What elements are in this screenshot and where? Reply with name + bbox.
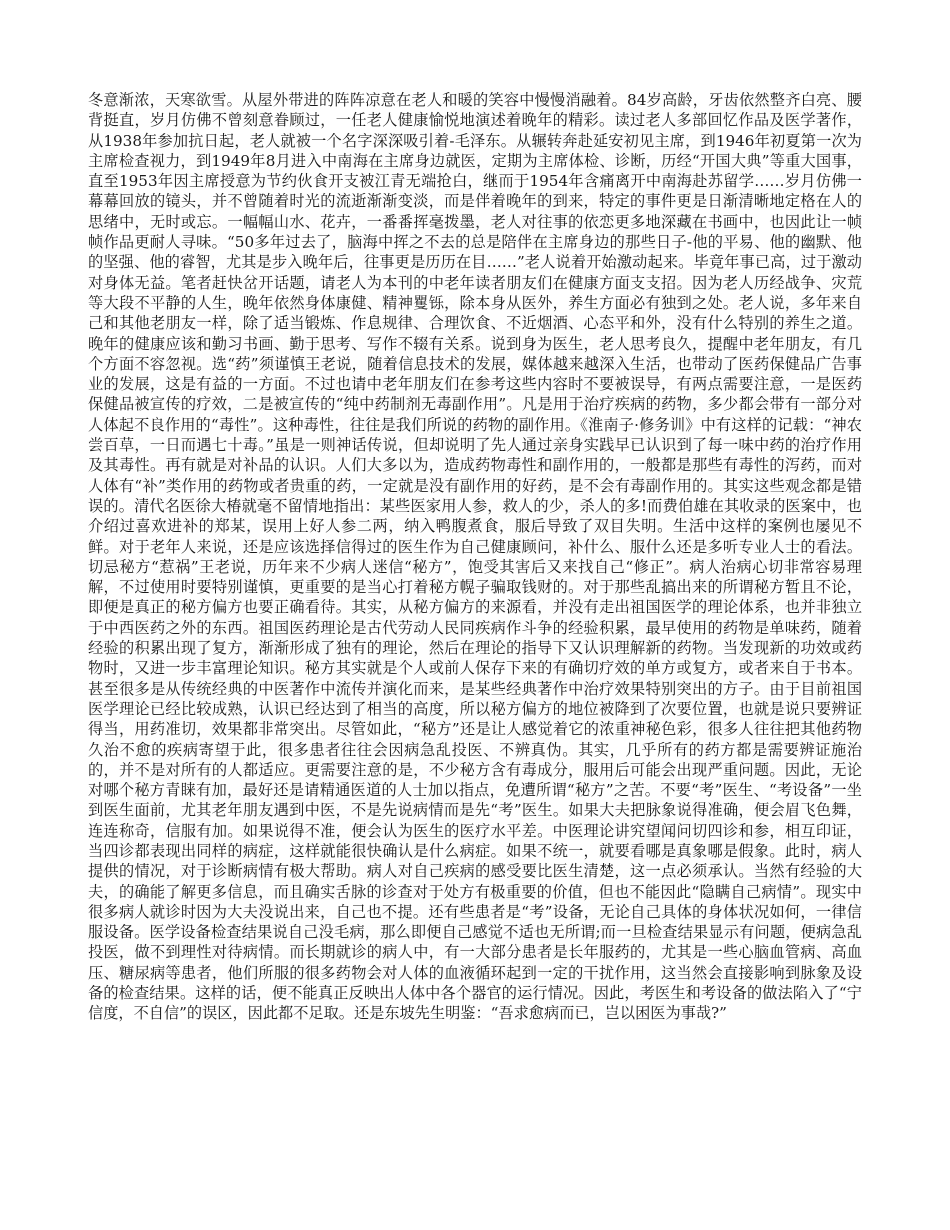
document-page — [88, 90, 862, 1024]
article-body: 冬意渐浓，天寒欲雪。从屋外带进的阵阵凉意在老人和暖的笑容中慢慢消融着。84岁高龄，牙齿依然整齐白亮、腰背挺直，岁月仿佛不曾刻意眷顾过，一任老人健康愉悦地演述着晚年的精彩。读过老人多部回忆作品及医学著作，从1938年参加抗日起，老人就被一个名字深深吸引着-毛泽东。从辗转奔赴延安初见主席，到1946年初夏第一次为主席检查视力，到1949年8月进入中南海在主席身边就医，定期为主席体检、诊断，历经“开国大典”等重大国事，直至1953年因主席授意为节约伙食开支被江青无端抢白，继而于1954年含痛离开中南海赴苏留学……岁月仿佛一幕幕回放的镜头，并不曾随着时光的流逝渐渐变淡，而是伴着晚年的到来，特定的事件更是日渐清晰地定格在人的思绪中，无时或忘。一幅幅山水、花卉，一番番挥毫拨墨，老人对往事的依恋更多地深藏在书画中，也因此让一帧帧作品更耐人寻味。“50多年过去了，脑海中挥之不去的总是陪伴在主席身边的那些日子-他的平易、他的幽默、他的坚强、他的睿智，尤其是步入晚年后，往事更是历历在目……”老人说着开始激动起来。毕竟年事已高，过于激动对身体无益。笔者赶快岔开话题，请老人为本刊的中老年读者朋友们在健康方面支支招。因为老人历经战争、灾荒等大段不平静的人生，晚年依然身体康健、精神矍铄，除本身从医外，养生方面必有独到之处。老人说，多年来自己和其他老朋友一样，除了适当锻炼、作息规律、合理饮食、不近烟酒、心态平和外，没有什么特别的养生之道。晚年的健康应该和勤习书画、勤于思考、写作不辍有关系。说到身为医生，老人思考良久，提醒中老年朋友，有几个方面不容忽视。选“药”须谨慎王老说，随着信息技术的发展，媒体越来越深入生活，也带动了医药保健品广告事业的发展，这是有益的一方面。不过也请中老年朋友们在参考这些内容时不要被误导，有两点需要注意，一是医药保健品被宣传的疗效，二是被宣传的“纯中药制剂无毒副作用”。凡是用于治疗疾病的药物，多少都会带有一部分对人体起不良作用的“毒性”。这种毒性，往往是我们所说的药物的副作用。《淮南子·修务训》中有这样的记载：“神农尝百草，一日而遇七十毒。”虽是一则神话传说，但却说明了先人通过亲身实践早已认识到了每一味中药的治疗作用及其毒性。再有就是对补品的认识。人们大多以为，造成药物毒性和副作用的，一般都是那些有毒性的泻药，而对人体有“补”类作用的药物或者贵重的药，一定就是没有副作用的好药，是不会有毒副作用的。其实这些观念都是错误的。清代名医徐大椿就毫不留情地指出：某些医家用人参，救人的少，杀人的多!而费伯雄在其收录的医案中，也介绍过喜欢进补的郑某，误用上好人参二两，纳入鸭腹煮食，服后导致了双目失明。生活中这样的案例也屡见不鲜。对于老年人来说，还是应该选择信得过的医生作为自己健康顾问，补什么、服什么还是多听专业人士的看法。切忌秘方“惹祸”王老说，历年来不少病人迷信“秘方”，饱受其害后又来找自己“修正”。病人治病心切非常容易理解，不过使用时要特别谨慎，更重要的是当心打着秘方幌子骗取钱财的。对于那些乱搞出来的所谓秘方暂且不论，即便是真正的秘方偏方也要正确看待。其实，从秘方偏方的来源看，并没有走出祖国医学的理论体系，也并非独立于中西医药之外的东西。祖国医药理论是古代劳动人民同疾病作斗争的经验积累，最早使用的药物是单味药，随着经验的积累出现了复方，渐渐形成了独有的理论，然后在理论的指导下又认识理解新的药物。当发现新的功效或药物时，又进一步丰富理论知识。秘方其实就是个人或前人保存下来的有确切疗效的单方或复方，或者来自于书本。甚至很多是从传统经典的中医著作中流传并演化而来，是某些经典著作中治疗效果特别突出的方子。由于目前祖国医学理论已经比较成熟，认识已经达到了相当的高度，所以秘方偏方的地位被降到了次要位置，也就是说只要辨证得当，用药准切，效果都非常突出。尽管如此，“秘方”还是让人感觉着它的浓重神秘色彩，很多人往往把其他药物久治不愈的疾病寄望于此，很多患者往往会因病急乱投医、不辨真伪。其实，几乎所有的药方都是需要辨证施治的，并不是对所有的人都适应。更需要注意的是，不少秘方含有毒成分，服用后可能会出现严重问题。因此，无论对哪个秘方青睐有加，最好还是请精通医道的人士加以指点，免遭所谓“秘方”之苦。不要“考”医生、“考设备”一坐到医生面前，尤其老年朋友遇到中医，不是先说病情而是先“考”医生。如果大夫把脉象说得准确，便会眉飞色舞，连连称奇，信服有加。如果说得不准，便会认为医生的医疗水平差。中医理论讲究望闻问切四诊和参，相互印证，当四诊都表现出同样的病症，这样就能很快确认是什么病症。如果不统一，就要看哪是真象哪是假象。此时，病人提供的情况，对于诊断病情有极大帮助。病人对自己疾病的感受要比医生清楚，这一点必须承认。当然有经验的大夫，的确能了解更多信息，而且确实舌脉的诊查对于处方有极重要的价值，但也不能因此“隐瞒自己病情”。现实中很多病人就诊时因为大夫没说出来，自己也不提。还有些患者是“考”设备，无论自己具体的身体状况如何，一律信服设备。医学设备检查结果说自己没毛病，那么即便自己感觉不适也无所谓;而一旦检查结果显示有问题，便病急乱投医，做不到理性对待病情。而长期就诊的病人中，有一大部分患者是长年服药的，尤其是一些心脑血管病、高血压、糖尿病等患者，他们所服的很多药物会对人体的血液循环起到一定的干扰作用，这当然会直接影响到脉象及设备的检查结果。这样的话，便不能真正反映出人体中各个器官的运行情况。因此，考医生和考设备的做法陷入了“宁信度，不自信”的误区，因此都不足取。还是东坡先生明鉴：“吾求愈病而已，岂以困医为事哉?” — [88, 91, 862, 1023]
